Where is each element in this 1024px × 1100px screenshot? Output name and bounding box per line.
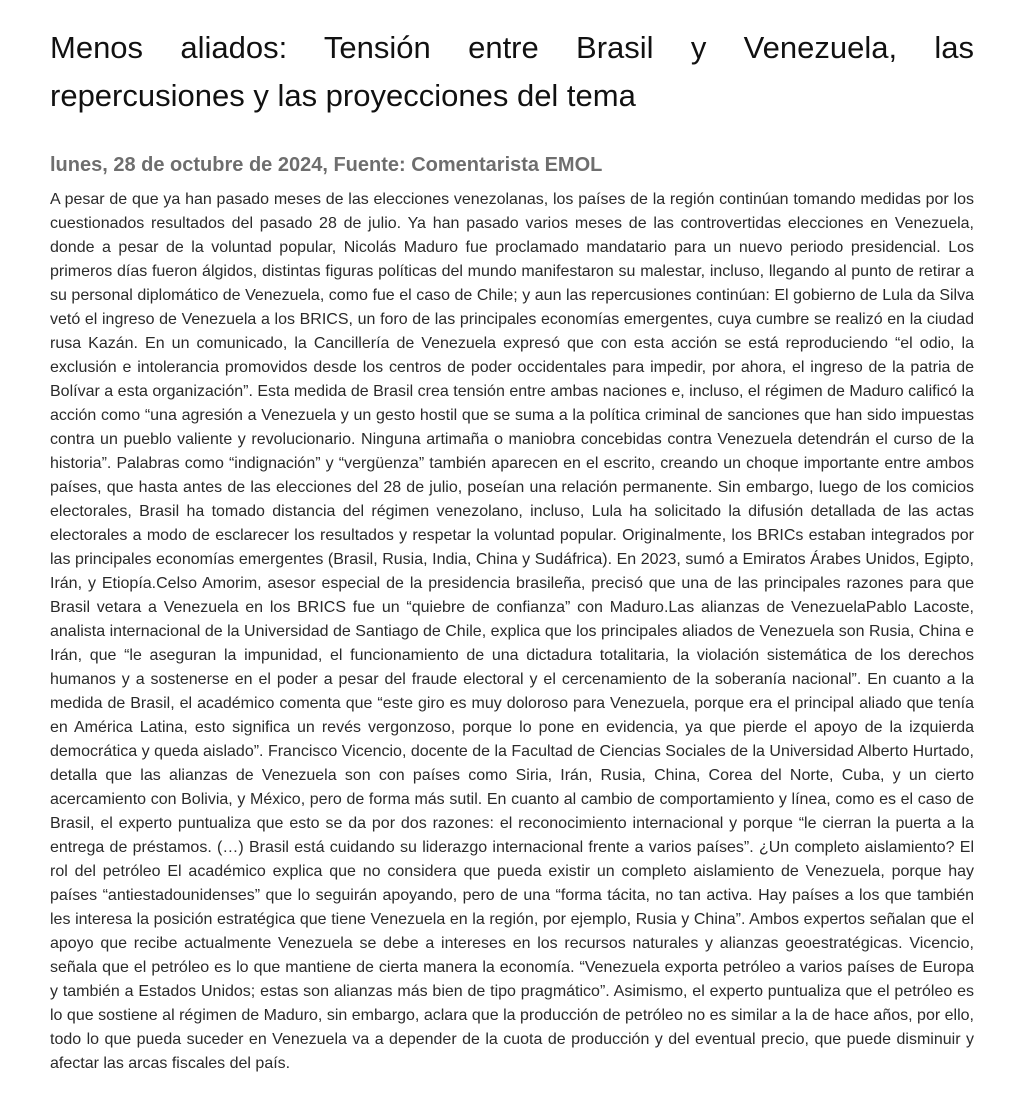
article-body: A pesar de que ya han pasado meses de las elecciones venezolanas, los países de la región continúan tomando medidas por los cuestionados resultados del pasado 28 de julio. Ya han pasado varios meses de las controvertidas elecciones en Venezuela, donde a pesar de la voluntad popular, Nicolás Maduro fue proclamado mandatario para un nuevo periodo presidencial. Los primeros días fueron álgidos, distintas figuras políticas del mundo manifestaron su malestar, incluso, llegando al punto de retirar a su personal diplomático de Venezuela, como fue el caso de Chile; y aun las repercusiones continúan: El gobierno de Lula da Silva vetó el ingreso de Venezuela a los BRICS, un foro de las principales economías emergentes, cuya cumbre se realizó en la ciudad rusa Kazán. En un comunicado, la Cancillería de Venezuela expresó que con esta acción se está reproduciendo “el odio, la exclusión e intolerancia promovidos desde los centros de poder occidentales para impedir, por ahora, el ingreso de la patria de Bolívar a esta organización”. Esta medida de Brasil crea tensión entre ambas naciones e, incluso, el régimen de Maduro calificó la acción como “una agresión a Venezuela y un gesto hostil que se suma a la política criminal de sanciones que han sido impuestas contra un pueblo valiente y revolucionario. Ninguna artimaña o maniobra concebidas contra Venezuela detendrán el curso de la historia”. Palabras como “indignación” y “vergüenza” también aparecen en el escrito, creando un choque importante entre ambos países, que hasta antes de las elecciones del 28 de julio, poseían una relación permanente. Sin embargo, luego de los comicios electorales, Brasil ha tomado distancia del régimen venezolano, incluso, Lula ha solicitado la difusión detallada de las actas electorales a modo de esclarecer los resultados y respetar la voluntad popular. Originalmente, los BRICs estaban integrados por las principales economías emergentes (Brasil, Rusia, India, China y Sudáfrica). En 2023, sumó a Emiratos Árabes Unidos, Egipto, Irán, y Etiopía.Celso Amorim, asesor especial de la presidencia brasileña, precisó que una de las principales razones para que Brasil vetara a Venezuela en los BRICS fue un “quiebre de confianza” con Maduro.Las alianzas de VenezuelaPablo Lacoste, analista internacional de la Universidad de Santiago de Chile, explica que los principales aliados de Venezuela son Rusia, China e Irán, que “le aseguran la impunidad, el funcionamiento de una dictadura totalitaria, la violación sistemática de los derechos humanos y a sostenerse en el poder a pesar del fraude electoral y el cercenamiento de la soberanía nacional”. En cuanto a la medida de Brasil, el académico comenta que “este giro es muy doloroso para Venezuela, porque era el principal aliado que tenía en América Latina, esto significa un revés vergonzoso, porque lo pone en evidencia, ya que pierde el apoyo de la izquierda democrática y queda aislado”. Francisco Vicencio, docente de la Facultad de Ciencias Sociales de la Universidad Alberto Hurtado, detalla que las alianzas de Venezuela son con países como Siria, Irán, Rusia, China, Corea del Norte, Cuba, y un cierto acercamiento con Bolivia, y México, pero de forma más sutil. En cuanto al cambio de comportamiento y línea, como es el caso de Brasil, el experto puntualiza que esto se da por dos razones: el reconocimiento internacional y porque “le cierran la puerta a la entrega de préstamos. (…) Brasil está cuidando su liderazgo internacional frente a varios países”. ¿Un completo aislamiento? El rol del petróleo El académico explica que no considera que pueda existir un completo aislamiento de Venezuela, porque hay países “antiestadounidenses” que lo seguirán apoyando, pero de una “forma tácita, no tan activa. Hay países a los que también les interesa la posición estratégica que tiene Venezuela en la región, por ejemplo, Rusia y China”. Ambos expertos señalan que el apoyo que recibe actualmente Venezuela se debe a intereses en los recursos naturales y alianzas geoestratégicas. Vicencio, señala que el petróleo es lo que mantiene de cierta manera la economía. “Venezuela exporta petróleo a varios países de Europa y también a Estados Unidos; estas son alianzas más bien de tipo pragmático”. Asimismo, el experto puntualiza que el petróleo es lo que sostiene al régimen de Maduro, sin embargo, aclara que la producción de petróleo no es similar a la de hace años, por ello, todo lo que pueda suceder en Venezuela va a depender de la cuota de producción y del eventual precio, que puede disminuir y afectar las arcas fiscales del país.: [50, 191, 974, 1072]
article-title: Menos aliados: Tensión entre Brasil y Venezuela, las repercusiones y las proyecciones del tema: [50, 30, 974, 113]
article-meta: lunes, 28 de octubre de 2024, Fuente: Comentarista EMOL: [50, 154, 603, 176]
article: [50, 24, 974, 1076]
